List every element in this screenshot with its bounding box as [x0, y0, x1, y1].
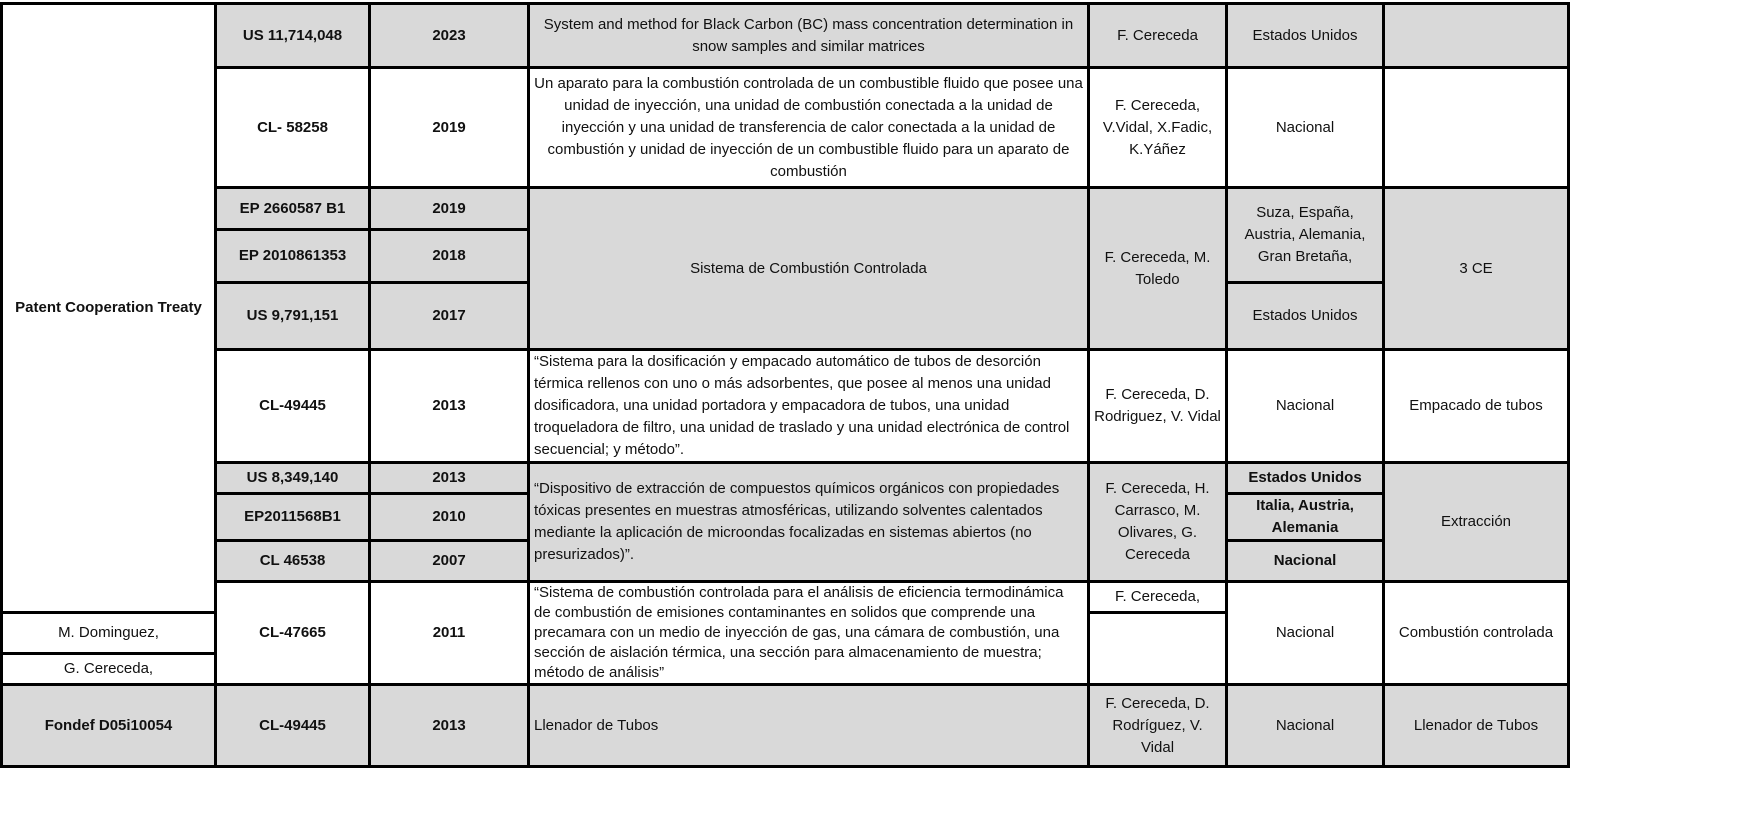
patent-area [1384, 4, 1569, 68]
patent-year: 2013 [370, 350, 529, 463]
patent-country: Suza, España, Austria, Alemania, Gran Bretaña, [1227, 188, 1384, 283]
patent-authors: F. Cereceda, H. Carrasco, M. Olivares, G. Cereceda [1089, 463, 1227, 582]
patent-country: Nacional [1227, 350, 1384, 463]
patent-title: System and method for Black Carbon (BC) mass concentration determination in snow samples and similar matrices [529, 4, 1089, 68]
patent-country: Nacional [1227, 541, 1384, 582]
patent-country: Estados Unidos [1227, 283, 1384, 350]
patent-author-line: G. Cereceda, [2, 653, 216, 684]
table-row [2, 350, 1569, 463]
patent-number: CL- 58258 [216, 68, 370, 188]
patent-title: Un aparato para la combustión controlada de un combustible fluido que posee una unidad de inyección, una unidad de combustión conectada a la unidad de inyección y una unidad de transferencia de calor conectada a la unidad de combustión y unidad de inyección de un combustible fluido para un aparato de combustión [529, 68, 1089, 188]
patent-authors: F. Cereceda [1089, 4, 1227, 68]
patent-year: 2010 [370, 494, 529, 541]
patent-number: CL-49445 [216, 350, 370, 463]
table-row [2, 685, 1569, 767]
patent-year: 2018 [370, 230, 529, 283]
patent-authors: F. Cereceda, D. Rodríguez, V. Vidal [1089, 685, 1227, 767]
group-label-fondef: Fondef D05i10054 [2, 685, 216, 767]
table-row [2, 188, 1569, 230]
patent-country: Nacional [1227, 68, 1384, 188]
patents-table [0, 2, 1570, 768]
patent-country: Nacional [1227, 582, 1384, 685]
patent-author-line: F. Cereceda, [1089, 582, 1227, 613]
patent-number: EP2011568B1 [216, 494, 370, 541]
patent-number: US 11,714,048 [216, 4, 370, 68]
patent-country: Nacional [1227, 685, 1384, 767]
patent-country: Italia, Austria, Alemania [1227, 494, 1384, 541]
table-row [2, 463, 1569, 494]
patent-area: Llenador de Tubos [1384, 685, 1569, 767]
table-row [2, 582, 1569, 613]
patent-number: CL-47665 [216, 582, 370, 685]
patent-year: 2017 [370, 283, 529, 350]
patent-number: US 8,349,140 [216, 463, 370, 494]
patent-year: 2011 [370, 582, 529, 685]
group-label-pct: Patent Cooperation Treaty [2, 4, 216, 613]
patent-number: CL-49445 [216, 685, 370, 767]
patent-area: Combustión controlada [1384, 582, 1569, 685]
patent-country: Estados Unidos [1227, 4, 1384, 68]
patent-author-line: M. Dominguez, [2, 613, 216, 653]
table-row [2, 4, 1569, 68]
patent-title: Llenador de Tubos [529, 685, 1089, 767]
patent-number: EP 2010861353 [216, 230, 370, 283]
patent-area: Extracción [1384, 463, 1569, 582]
patent-authors: F. Cereceda, D. Rodriguez, V. Vidal [1089, 350, 1227, 463]
patent-title: Sistema de Combustión Controlada [529, 188, 1089, 350]
patent-year: 2013 [370, 463, 529, 494]
patent-number: CL 46538 [216, 541, 370, 582]
patent-year: 2013 [370, 685, 529, 767]
patent-area: Empacado de tubos [1384, 350, 1569, 463]
patent-title: “Sistema para la dosificación y empacado automático de tubos de desorción térmica rellenos con uno o más adsorbentes, que posee al menos una unidad dosificadora, una unidad portadora y empacadora de tubos, una unidad troqueladora de filtro, una unidad de traslado y una unidad electrónica de control secuencial; y método”. [529, 350, 1089, 463]
patent-area: 3 CE [1384, 188, 1569, 350]
patent-authors: F. Cereceda, M. Toledo [1089, 188, 1227, 350]
table-row [2, 68, 1569, 188]
patent-number: US 9,791,151 [216, 283, 370, 350]
patent-number: EP 2660587 B1 [216, 188, 370, 230]
patent-year: 2007 [370, 541, 529, 582]
patent-year: 2019 [370, 188, 529, 230]
patent-year: 2023 [370, 4, 529, 68]
patent-authors: F. Cereceda, V.Vidal, X.Fadic, K.Yáñez [1089, 68, 1227, 188]
patent-area [1384, 68, 1569, 188]
patent-country: Estados Unidos [1227, 463, 1384, 494]
patent-year: 2019 [370, 68, 529, 188]
patent-title: “Dispositivo de extracción de compuestos químicos orgánicos con propiedades tóxicas presentes en muestras atmosféricas, utilizando solventes calentados mediante la aplicación de microondas focalizadas en sistemas abiertos (no presurizados)”. [529, 463, 1089, 582]
patent-title: “Sistema de combustión controlada para el análisis de eficiencia termodinámica de combustión de emisiones contaminantes en solidos que comprende una precamara con un medio de inyección de gas, una cámara de combustión, una sección de aislación térmica, una sección para almacenamiento de muestra; método de análisis” [529, 582, 1089, 685]
